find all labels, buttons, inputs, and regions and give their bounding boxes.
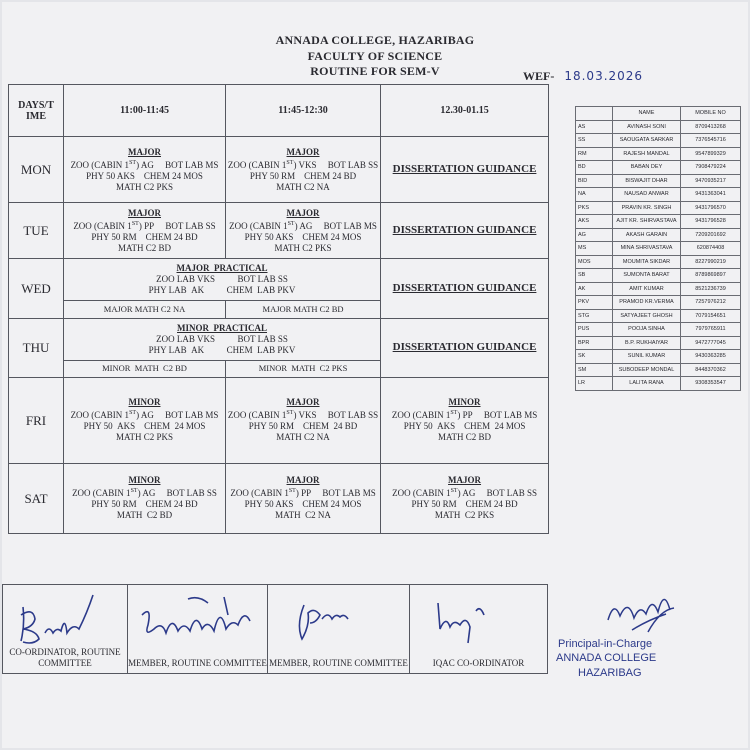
faculty-name: AKASH GARAIN bbox=[613, 228, 681, 242]
sat-period2: MAJOR ZOO (CABIN 1ST) PP BOT LAB MS PHY 50 AKS CHEM 24 MOS MATH C2 NA bbox=[226, 463, 381, 533]
signature-member-1 bbox=[128, 585, 268, 674]
caption-coordinator: CO-ORDINATOR, ROUTINE COMMITTEE bbox=[9, 647, 121, 668]
faculty-mobile: 7908479224 bbox=[681, 161, 741, 175]
faculty-code: BD bbox=[576, 161, 613, 175]
faculty-mobile: 8709413268 bbox=[681, 120, 741, 134]
faculty-mobile: 7376545716 bbox=[681, 134, 741, 148]
wed-math-1: MAJOR MATH C2 NA bbox=[64, 301, 226, 318]
fri-period2: MAJOR ZOO (CABIN 1ST) VKS BOT LAB SS PHY 50 RM CHEM 24 BD MATH C2 NA bbox=[226, 377, 381, 463]
faculty-name: LALITA RANA bbox=[613, 377, 681, 391]
row-wed bbox=[9, 259, 549, 301]
faculty-code: NA bbox=[576, 188, 613, 202]
faculty-header-code bbox=[576, 107, 613, 121]
faculty-code: SB bbox=[576, 269, 613, 283]
stamp-line-1: Principal-in-Charge bbox=[558, 638, 653, 650]
routine-title: ROUTINE FOR SEM-V bbox=[310, 64, 440, 78]
faculty-name: SUNIL KUMAR bbox=[613, 350, 681, 364]
faculty-mobile: 8789869897 bbox=[681, 269, 741, 283]
day-thu: THU bbox=[9, 318, 64, 377]
faculty-mobile: 7209201692 bbox=[681, 228, 741, 242]
signature-table bbox=[2, 584, 548, 674]
faculty-row bbox=[576, 242, 741, 256]
faculty-mobile: 9547899329 bbox=[681, 147, 741, 161]
row-tue bbox=[9, 203, 549, 259]
faculty-mobile: 8521236739 bbox=[681, 282, 741, 296]
faculty-table bbox=[575, 106, 741, 391]
faculty-code: MOS bbox=[576, 255, 613, 269]
faculty-header-name: NAME bbox=[613, 107, 681, 121]
faculty-row bbox=[576, 255, 741, 269]
faculty-code: BPR bbox=[576, 336, 613, 350]
faculty-mobile: 9430363285 bbox=[681, 350, 741, 364]
faculty-name: SATYAJEET GHOSH bbox=[613, 309, 681, 323]
wef-label: WEF- bbox=[523, 69, 555, 83]
day-wed: WED bbox=[9, 259, 64, 318]
faculty-row bbox=[576, 350, 741, 364]
faculty-name: PRAVIN KR. SINGH bbox=[613, 201, 681, 215]
thu-math-2: MINOR MATH C2 PKS bbox=[226, 360, 381, 377]
row-fri bbox=[9, 377, 549, 463]
thu-math-1: MINOR MATH C2 BD bbox=[64, 360, 226, 377]
faculty-row bbox=[576, 201, 741, 215]
period3-header: 12.30-01.15 bbox=[381, 85, 549, 137]
wef-date: 18.03.2026 bbox=[564, 69, 644, 83]
signature-scribble-2 bbox=[128, 585, 268, 673]
faculty-code: MS bbox=[576, 242, 613, 256]
faculty-row bbox=[576, 147, 741, 161]
faculty-code: PUS bbox=[576, 323, 613, 337]
faculty-row bbox=[576, 161, 741, 175]
faculty-mobile: 9431363041 bbox=[681, 188, 741, 202]
faculty-mobile: 9431796528 bbox=[681, 215, 741, 229]
faculty-row bbox=[576, 309, 741, 323]
faculty-name: SUBODEEP MONDAL bbox=[613, 363, 681, 377]
fri-period1: MINOR ZOO (CABIN 1ST) AG BOT LAB MS PHY 50 AKS CHEM 24 MOS MATH C2 PKS bbox=[64, 377, 226, 463]
row-mon bbox=[9, 137, 549, 203]
faculty-row bbox=[576, 134, 741, 148]
faculty-code: SM bbox=[576, 363, 613, 377]
days-header: DAYS/T IME bbox=[9, 85, 64, 137]
mon-period2: MAJOR ZOO (CABIN 1ST) VKS BOT LAB SS PHY 50 RM CHEM 24 BD MATH C2 NA bbox=[226, 137, 381, 203]
faculty-code: AKS bbox=[576, 215, 613, 229]
day-fri: FRI bbox=[9, 377, 64, 463]
faculty-name: AJIT KR. SHIRVASTAVA bbox=[613, 215, 681, 229]
faculty-name: B.P. RUKHAIYAR bbox=[613, 336, 681, 350]
stamp-line-2: ANNADA COLLEGE bbox=[556, 652, 657, 664]
faculty-mobile: 7079154651 bbox=[681, 309, 741, 323]
faculty-row bbox=[576, 269, 741, 283]
faculty-mobile: 9308353547 bbox=[681, 377, 741, 391]
faculty-mobile: 9472777045 bbox=[681, 336, 741, 350]
wef-line bbox=[523, 69, 643, 84]
faculty-mobile: 620874408 bbox=[681, 242, 741, 256]
row-thu bbox=[9, 318, 549, 360]
faculty-row bbox=[576, 282, 741, 296]
faculty-code: RM bbox=[576, 147, 613, 161]
faculty-name: BISWAJIT DHAR bbox=[613, 174, 681, 188]
caption-member-2: MEMBER, ROUTINE COMMITTEE bbox=[269, 658, 408, 668]
faculty-row bbox=[576, 363, 741, 377]
faculty-code: STG bbox=[576, 309, 613, 323]
faculty-name: BABAN DEY bbox=[613, 161, 681, 175]
faculty-name: MINA SHRIVASTAVA bbox=[613, 242, 681, 256]
faculty-name: RAJESH MANDAL bbox=[613, 147, 681, 161]
faculty-name: PRAMOD KR.VERMA bbox=[613, 296, 681, 310]
mon-dissertation: DISSERTATION GUIDANCE bbox=[381, 137, 549, 203]
faculty-row bbox=[576, 174, 741, 188]
faculty-row bbox=[576, 215, 741, 229]
faculty-name: NAUSAD ANWAR bbox=[613, 188, 681, 202]
faculty-code: BID bbox=[576, 174, 613, 188]
stamp-line-3: HAZARIBAG bbox=[578, 667, 642, 679]
faculty-name: MOUMITA SIKDAR bbox=[613, 255, 681, 269]
faculty-row bbox=[576, 377, 741, 391]
period2-header: 11:45-12:30 bbox=[226, 85, 381, 137]
faculty-name: SAOUGATA SARKAR bbox=[613, 134, 681, 148]
faculty-code: AS bbox=[576, 120, 613, 134]
day-tue: TUE bbox=[9, 203, 64, 259]
faculty-code: PKV bbox=[576, 296, 613, 310]
faculty-code: SK bbox=[576, 350, 613, 364]
thu-practical: MINOR PRACTICAL ZOO LAB VKS BOT LAB SS PHY LAB AK CHEM LAB PKV bbox=[64, 318, 381, 360]
faculty-name: AMIT KUMAR bbox=[613, 282, 681, 296]
faculty-mobile: 9470935217 bbox=[681, 174, 741, 188]
faculty-code: SS bbox=[576, 134, 613, 148]
college-name: ANNADA COLLEGE, HAZARIBAG bbox=[275, 33, 475, 47]
tue-dissertation: DISSERTATION GUIDANCE bbox=[381, 203, 549, 259]
faculty-code: PKS bbox=[576, 201, 613, 215]
signature-scribble-1 bbox=[3, 585, 128, 673]
thu-dissertation: DISSERTATION GUIDANCE bbox=[381, 318, 549, 377]
faculty-code: AK bbox=[576, 282, 613, 296]
faculty-mobile: 7257976212 bbox=[681, 296, 741, 310]
faculty-name: POOJA SINHA bbox=[613, 323, 681, 337]
tue-period2: MAJOR ZOO (CABIN 1ST) AG BOT LAB MS PHY 50 AKS CHEM 24 MOS MATH C2 PKS bbox=[226, 203, 381, 259]
faculty-name: SUMONTA BARAT bbox=[613, 269, 681, 283]
wed-math-2: MAJOR MATH C2 BD bbox=[226, 301, 381, 318]
sat-period1: MINOR ZOO (CABIN 1ST) AG BOT LAB SS PHY 50 RM CHEM 24 BD MATH C2 BD bbox=[64, 463, 226, 533]
faculty-header-mobile: MOBILE NO bbox=[681, 107, 741, 121]
wed-dissertation: DISSERTATION GUIDANCE bbox=[381, 259, 549, 318]
mon-period1: MAJOR ZOO (CABIN 1ST) AG BOT LAB MS PHY 50 AKS CHEM 24 MOS MATH C2 PKS bbox=[64, 137, 226, 203]
signature-member-2 bbox=[268, 585, 410, 674]
faculty-code: LR bbox=[576, 377, 613, 391]
faculty-name: FACULTY OF SCIENCE bbox=[307, 49, 443, 63]
faculty-row bbox=[576, 228, 741, 242]
signature-scribble-3 bbox=[268, 585, 410, 673]
sat-period3: MAJOR ZOO (CABIN 1ST) AG BOT LAB SS PHY 50 RM CHEM 24 BD MATH C2 PKS bbox=[381, 463, 549, 533]
faculty-row bbox=[576, 120, 741, 134]
faculty-mobile: 7979765911 bbox=[681, 323, 741, 337]
signature-iqac bbox=[410, 585, 548, 674]
period1-header: 11:00-11:45 bbox=[64, 85, 226, 137]
faculty-mobile: 8448370362 bbox=[681, 363, 741, 377]
header-row bbox=[9, 85, 549, 137]
caption-iqac: IQAC CO-ORDINATOR bbox=[432, 658, 525, 668]
routine-table bbox=[8, 84, 549, 534]
faculty-header-row bbox=[576, 107, 741, 121]
row-sat bbox=[9, 463, 549, 533]
tue-period1: MAJOR ZOO (CABIN 1ST) PP BOT LAB SS PHY 50 RM CHEM 24 BD MATH C2 BD bbox=[64, 203, 226, 259]
faculty-row bbox=[576, 323, 741, 337]
faculty-row bbox=[576, 336, 741, 350]
caption-member-1: MEMBER, ROUTINE COMMITTEE bbox=[128, 658, 267, 668]
faculty-row bbox=[576, 188, 741, 202]
faculty-mobile: 9431796570 bbox=[681, 201, 741, 215]
signature-coordinator bbox=[3, 585, 128, 674]
faculty-row bbox=[576, 296, 741, 310]
signature-scribble-4 bbox=[410, 585, 548, 673]
day-sat: SAT bbox=[9, 463, 64, 533]
faculty-mobile: 8227990219 bbox=[681, 255, 741, 269]
wed-practical: MAJOR PRACTICAL ZOO LAB VKS BOT LAB SS PHY LAB AK CHEM LAB PKV bbox=[64, 259, 381, 301]
faculty-name: AVINASH SONI bbox=[613, 120, 681, 134]
fri-period3: MINOR ZOO (CABIN 1ST) PP BOT LAB MS PHY 50 AKS CHEM 24 MOS MATH C2 BD bbox=[381, 377, 549, 463]
principal-signature-block bbox=[548, 590, 748, 690]
day-mon: MON bbox=[9, 137, 64, 203]
faculty-code: AG bbox=[576, 228, 613, 242]
